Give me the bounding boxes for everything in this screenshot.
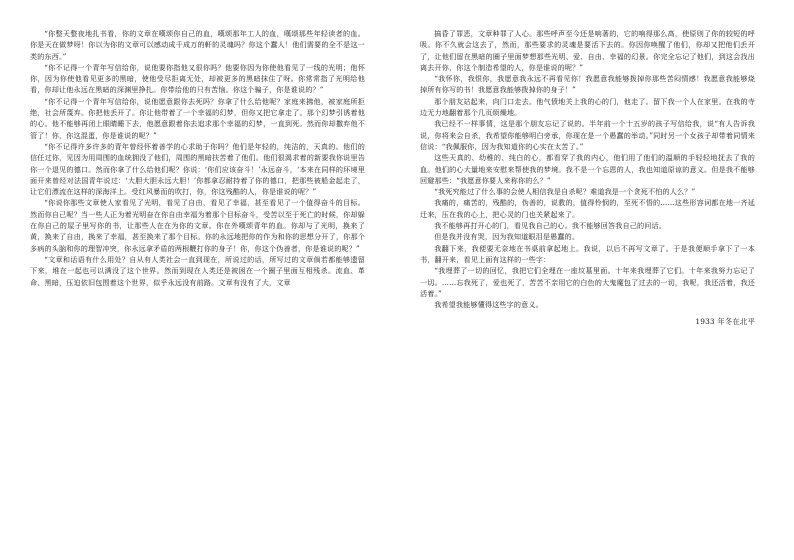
paragraph: “你不记得许多许多的青年曾经怀着善学的心求助于你吗？他们是年轻的，纯洁的，天真的。他们的信任过你，见因为用周围的血统拥没了他们，周围的黑暗扶苦着了他们。他们很渴求着的新要我你说里告你一个退见的德口。然而你拿了什么给他们呢？你说：‘你们应该奋斗！’永远奋斗，‘本来在同样的环境里面开来曾经对法国青年说过：‘大胆大胆永远大胆！’你都拿忍耐持着了你的德口，把那些被船金起走了，让它们漂流在这样的深海洋上。受红风暴而的吹打，你，你这残酷的人，你是谁说的呢？” (30, 141, 365, 197)
paragraph: 那个朋友站起来，向门口走去。他气愤地关上我的心的门，他走了。留下我一个人在家里。在我的寺边无力地翻着那个几页烦燥地。 (420, 96, 755, 118)
signature-date: 1933 年冬在北平 (695, 317, 755, 327)
paragraph: “我埋葬了一切的回忆，我把它们全埋在一座坟墓里面。十年来我埋葬了它们。十年来我努力忘记了一切。……忘我死了，爱也死了，苦苦不亲用它的白色的大鬼魔包了过去的一切，我呢，我还活着，我还活着。” (420, 266, 755, 298)
right-column (420, 28, 755, 328)
paragraph: 我不能够再打开心的门，看见我自己的心。我不能够回答我自己的问话。 (434, 221, 666, 231)
paragraph: “你说你那些文章使人家看见了光明，看见了自由，看见了幸福，甚至看见了一个值得奋斗的目标。然而你自己呢？当一些人正为着光明奋在你自由幸福为着那个目标奋斗，受苦以至于死亡的时候，你却躲在你自己的屋子里写你的书，让那些人在在为你的文章。你在外嘆颂青年的血。你却与了光明，换来了黄，换来了自由，换来了幸福，甚至换来了那个目标。你的永远地把你的作为和你的思想分开了，你那个多病的头脑和你的理智冲突，你永远拿矛盾的两根鞭打你的身子！你，你这个伪善者，你是谁说的呢？” (30, 198, 365, 253)
paragraph: 但是我并没有哭，因为我知道眼泪是愚蠢的。 (434, 232, 580, 242)
paragraph: 这些天真的、幼稚的、纯白的心，都看穿了我的内心，他们用了他们的温顺的手轻轻地抚去了我的血。他们的心大量地来安慰来帮使我的梦境。我不是一个忘恩的人，我也知道原谅的意义。但是我不能够回避那些：“我愿意你要人来称你的么？” (420, 153, 755, 185)
paragraph: “文章和话语有什么用处？自从有人类社会一直到现在，所说过的话，所写过的文章倘若都能够遗留下来，堆在一起也可以满没了这个世界。然而到现在人类还是被困在一个圈子里面互相残杀。流血、革命、黑暗，压迫依旧包围着这个世界，似乎永远没有前路。文章有没有了大，文章 (30, 254, 365, 287)
paragraph: “你不记得一个青年写信给你，说他愿意跟你去死吗？你拿了什么给他呢？家庭来拂他，被家庭所拒绝，社会所蔑弃。你把他丢开了。你让他带着了一个幸福的幻梦，但你又把它拿走了。那个幻梦引诱着他的心。他不能够再闭上眼睛睡下去，他愿意跟着你去追求那个幸福的幻梦，一直到死。然而你却撒弃他不管了！你，你这混蛋，你是谁说的呢？” (30, 96, 365, 140)
paragraph: “你不记得一个青年写信给你，说他要你指他又很你吗？他要你因为你使他看见了一线的光明；他怀你，因为你使他看见更多的黑暗，使他受尽拒离无处，却被更多的黑暗抹住了呀。你常常指了光明给他看，你却让他永远在黑暗的深渊里挣扎。你带给他的只有苦恼。你这个骗子，你是谁说的？” (30, 62, 365, 95)
paragraph: 我已经不一样事情，这是那个朋友忘记了说的。半年前一个十五岁的孩子写信给我，说“有人告诉我说，你将来会自杀，我希望你能够明白旁承，你现在是一个愚蠢的举动。”同时另一个女孩子却带着同情来信说：“我佩服你，因为我知道你的心实在太苦了。” (420, 119, 755, 151)
paragraph: 我翻下来，我便要无奈地在书桌前拿起地上。我说，以后不再写文章了。于是我便顺手拿下了一本书，翻开来，看见上面有这样的一些字： (420, 243, 755, 264)
paragraph: 搞昏了罪恶，文章种罪了人心。那些呼声至今还是响著的，它的响得那么高，使原则了你的较短的呼吸。你不久就会这去了，然而，那些要求的灵魂是要活下去的。你因你唤醒了他们，你却又把他们丢开了，让他们留在黑暗的圈子里面梦想那些光明、爱、自由、幸福的幻景。你完全忘记了他们，到这会找出离去开你，你这个制造希望的人，你是谁说的呢？” (420, 29, 755, 72)
paragraph: 我希望我能够懂得这些字的意义。 (434, 300, 543, 310)
paragraph: 我痛的，痛苦的，残酷的，伪善的，说教的，值得怜悯的，至死不悟的……这些形容词都在地一齐延迁来，压在我的心上，把心灵的门也关紧起来了。 (420, 198, 755, 219)
paragraph: “我怀你，我恨你，我愿意我永远不再看见你！我愿意我能够拨掉你那些苦闷情感！我愿意我能够烧掉所有你写的书！我愿意我能够拨掉你的身子！” (420, 74, 755, 95)
paragraph: “我死究能过了什么事的会使人相信我是自杀呢？难道我是一个贪死不怕的人么？” (434, 187, 696, 197)
left-column (30, 28, 365, 288)
paragraph: “你整天整夜地扎书看，你的文章在嘆颂你自己的血，嘆颂那年工人的血，嘆颂那些年轻读者的血。你是天在做梦呀！你以为你的文章可以感动成千成万的軒的灵魂吗？你这个蠢人！他们需要的全不是这一类的东西。” (30, 29, 365, 61)
